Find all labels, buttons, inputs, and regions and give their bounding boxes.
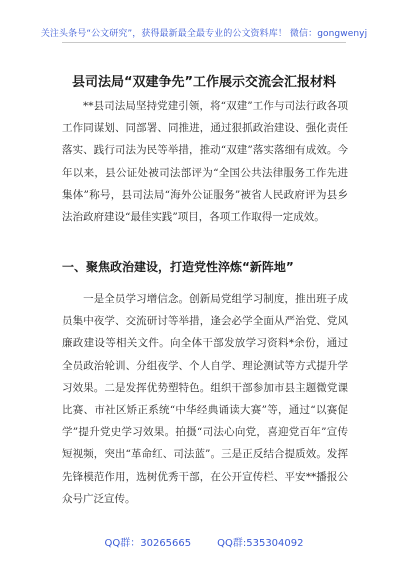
footer: [0, 534, 408, 549]
intro-paragraph: [62, 95, 348, 228]
section-heading: 一、聚焦政治建设，打造党性淬炼“新阵地”: [62, 260, 294, 274]
intro-paragraph-text: **县司法局坚持党建引领，将“双建”工作与司法行政各项工作同谋划、同部署、同推进，通过狠抓政治建设、强化责任落实、践行司法为民等举措，推动“双建”落实落细有成效。今年以来，县公证处被司法部评为“全国公共法律服务工作先进集体”称号，县司法局“海外公证服务”被省人民政府评为县乡法治政府建设“最佳实践”项目，各项工作取得一定成效。: [62, 100, 348, 224]
section-paragraph: [62, 288, 348, 510]
document-title: 县司法局“双建争先”工作展示交流会汇报材料: [71, 75, 337, 90]
section-paragraph-text: 一是全员学习增信念。创新局党组学习制度，推出班子成员集中夜学、交流研讨等举措，逢会必学全面从严治党、党风廉政建设等相关文件。向全体干部发放学习资料*余份，通过全员政治轮训、分组夜学、个人自学、理论测试等方式提升学习效果。二是发挥优势塑特色。组织干部参加市县主题微党课比赛、市社区矫正系统“中华经典诵读大赛”等，通过“以赛促学”提升党史学习效果。拍摄“司法心向党，喜迎党百年”宣传短视频，突出“革命红、司法蓝”。三是正反结合提质效。发挥先锋模范作用，选树优秀干部，在公开宣传栏、平安**播报公众号广泛宣传。: [62, 293, 348, 505]
header-divider: [62, 42, 346, 43]
header-banner: 关注头条号“公文研究”，获得最新最全最专业的公文资料库！ 微信：gongwenyj: [40, 29, 368, 39]
footer-qq-group-2: QQ群:535304092: [217, 538, 304, 549]
footer-qq-group-1: QQ群：30265665: [104, 538, 192, 549]
